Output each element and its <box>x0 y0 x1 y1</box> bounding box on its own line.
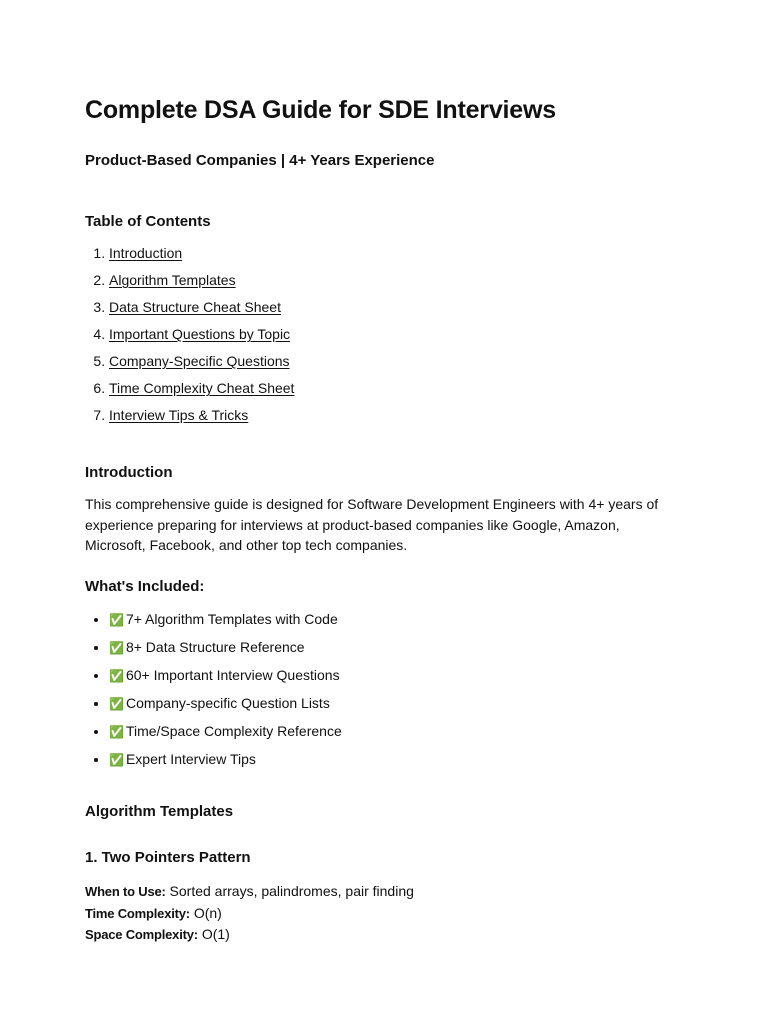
checkmark-icon: ✅ <box>109 697 124 711</box>
toc-item <box>109 352 294 370</box>
list-item-text: Time/Space Complexity Reference <box>125 723 342 739</box>
list-item <box>109 750 342 769</box>
list-item <box>109 666 342 685</box>
list-item-text: 8+ Data Structure Reference <box>125 639 305 655</box>
time-complexity-label: Time Complexity: <box>85 905 190 921</box>
toc-link-company-specific-questions[interactable]: Company-Specific Questions <box>109 353 290 369</box>
introduction-heading: Introduction <box>85 464 173 481</box>
toc-item <box>109 271 294 289</box>
toc-link-interview-tips[interactable]: Interview Tips & Tricks <box>109 407 249 423</box>
toc-link-data-structure-cheat-sheet[interactable]: Data Structure Cheat Sheet <box>109 299 281 315</box>
list-item <box>109 610 342 629</box>
list-item-text: Company-specific Question Lists <box>125 695 330 711</box>
toc-item <box>109 406 294 424</box>
checkmark-icon: ✅ <box>109 753 124 767</box>
toc-link-introduction[interactable]: Introduction <box>109 245 183 261</box>
toc-heading: Table of Contents <box>85 213 211 230</box>
whats-included-heading: What's Included: <box>85 578 205 595</box>
list-item <box>109 638 342 657</box>
time-complexity-value: O(n) <box>193 904 222 921</box>
when-to-use-row <box>85 881 414 903</box>
space-complexity-value: O(1) <box>201 926 230 942</box>
list-item-text: 7+ Algorithm Templates with Code <box>125 611 338 627</box>
list-item <box>109 722 342 741</box>
space-complexity-label: Space Complexity: <box>85 927 198 942</box>
space-complexity-row <box>85 924 414 946</box>
when-to-use-label: When to Use: <box>85 884 166 899</box>
two-pointers-properties <box>85 881 414 946</box>
page-title: Complete DSA Guide for SDE Interviews <box>85 96 556 124</box>
list-item-text: Expert Interview Tips <box>125 751 256 767</box>
checkmark-icon: ✅ <box>109 641 124 655</box>
time-complexity-row <box>85 903 414 925</box>
list-item <box>109 694 342 713</box>
checkmark-icon: ✅ <box>109 725 124 739</box>
whats-included-list <box>85 610 342 778</box>
list-item-text: 60+ Important Interview Questions <box>125 667 340 683</box>
introduction-paragraph: This comprehensive guide is designed for Software Development Engineers with 4+ years of experience preparing for interviews at product-based companies like Google, Amazon, Microsoft, Facebook, and other top tech companies. <box>85 496 659 553</box>
toc-item <box>109 379 294 397</box>
algorithm-templates-heading: Algorithm Templates <box>85 803 234 820</box>
toc-link-algorithm-templates[interactable]: Algorithm Templates <box>109 272 236 288</box>
page-subtitle: Product-Based Companies | 4+ Years Experience <box>85 152 435 169</box>
toc-link-time-complexity[interactable]: Time Complexity Cheat Sheet <box>109 380 295 396</box>
two-pointers-heading: 1. Two Pointers Pattern <box>85 849 251 866</box>
when-to-use-value: Sorted arrays, palindromes, pair finding <box>169 883 414 899</box>
checkmark-icon: ✅ <box>109 669 124 683</box>
toc-item <box>109 298 294 316</box>
toc-item <box>109 244 294 262</box>
toc-link-important-questions[interactable]: Important Questions by Topic <box>109 326 291 342</box>
toc-item <box>109 325 294 343</box>
table-of-contents <box>85 244 294 433</box>
checkmark-icon: ✅ <box>109 613 124 627</box>
